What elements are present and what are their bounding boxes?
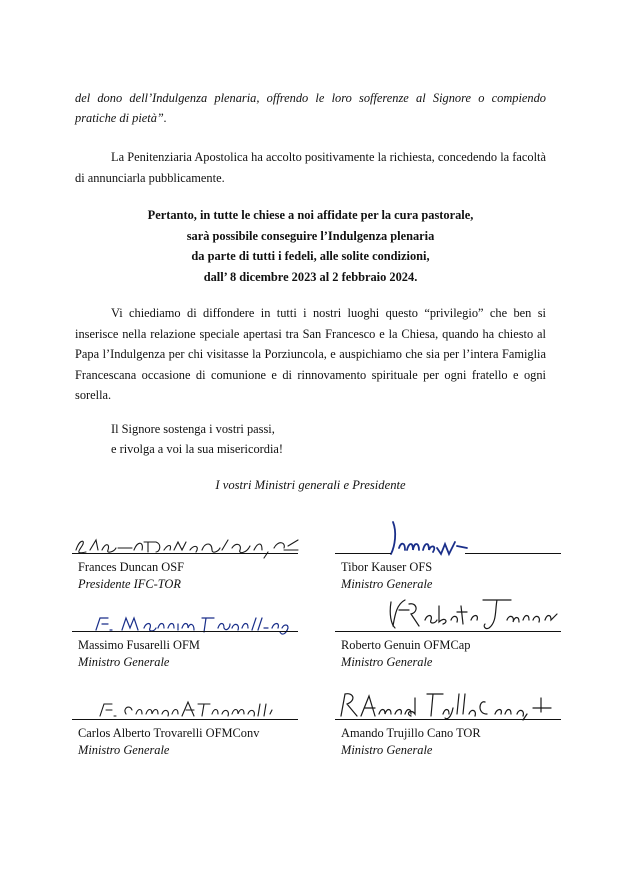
signatory-role: Ministro Generale [78,743,170,757]
signature-line [335,631,561,632]
signature-line [335,553,391,554]
signature-line [72,719,298,720]
announcement-line: Pertanto, in tutte le chiese a noi affidate per la cura pastorale, [147,208,474,222]
announcement-line: sarà possibile conseguire l’Indulgenza plenaria [186,228,435,243]
paragraph-penitenziaria: La Penitenziaria Apostolica ha accolto positivamente la richiesta, concedendo la facoltà di annunciarla pubblicamente. [75,150,546,185]
signature-line [72,631,298,632]
signatory-name: Frances Duncan OSF [78,560,184,574]
signatory-name: Carlos Alberto Trovarelli OFMConv [78,726,260,740]
paragraph-privilegio: Vi chiediamo di diffondere in tutti i nostri luoghi questo “privilegio” che ben si inserisce nella relazione speciale apertasi tra San Francesco e la Chiesa, quando ha chiesto al Papa l’Indulgenza per chi visitasse la Porziuncola, e auspichiamo che sia per l’intera Famiglia Francescana occasione di comunione e di rinnovamento spirituale per ogni fratello e ogni sorella. [75,306,546,402]
signatory-role: Ministro Generale [341,655,433,669]
signatory-role: Ministro Generale [78,655,170,669]
signature-line [335,719,561,720]
signatory-name: Tibor Kauser OFS [341,560,433,574]
handwritten-signature [335,688,555,720]
signature-line [465,553,561,554]
signature-line [72,553,298,554]
paragraph-quote-end-line2: pratiche di pietà”. [75,111,167,125]
announcement-line: dall’ 8 dicembre 2023 al 2 febbraio 2024. [203,269,418,284]
closing-blessing [111,419,283,459]
announcement-line: da parte di tutti i fedeli, alle solite condizioni, [191,249,430,263]
handwritten-signature [385,596,565,632]
closing-line: e rivolga a voi la sua misericordia! [111,442,284,456]
signoff-line: I vostri Ministri generali e Presidente [215,478,406,492]
handwritten-signature [96,696,276,720]
signatory-name: Massimo Fusarelli OFM [78,638,200,652]
handwritten-signature [385,520,475,560]
signatory-name: Amando Trujillo Cano TOR [341,726,481,740]
paragraph-quote-end-line1: del dono dell’Indulgenza plenaria, offrendo le loro sofferenze al Signore o compiendo [75,91,546,105]
signatory-role: Presidente IFC-TOR [78,577,181,591]
signatory-role: Ministro Generale [341,577,433,591]
signatory-role: Ministro Generale [341,743,433,757]
signatory-name: Roberto Genuin OFMCap [341,638,471,652]
closing-line: Il Signore sostenga i vostri passi, [111,422,275,436]
indulgence-announcement [75,205,546,287]
